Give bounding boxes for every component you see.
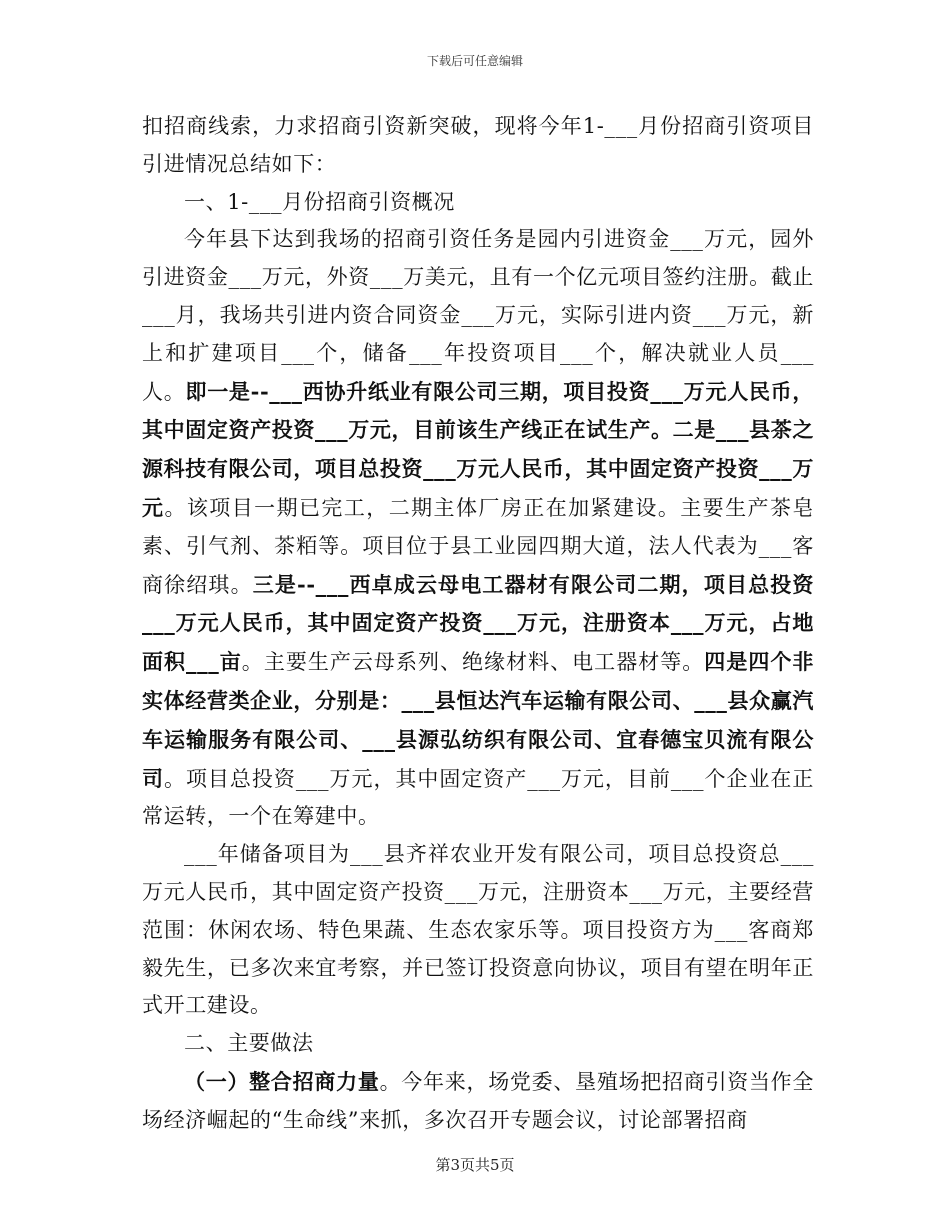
bold-segment-project-4: 四是四个非实体经营类企业，分别是：___县恒达汽车运输有限公司、___县众赢汽车运输服务有限公司、___县源弘纺织有限公司、宜春德宝贝流有限公司: [142, 649, 814, 791]
text-segment: 扣招商线索，力求招商引资新突破，现将今年1-___月份招商引资项目引进情况总结如下：: [142, 114, 814, 176]
section-heading-2: [142, 1025, 814, 1063]
heading-text: 二、主要做法: [184, 1031, 314, 1056]
page-number: 第3页共5页: [435, 1156, 515, 1174]
paragraph-intro: [142, 108, 814, 184]
bold-subheading: （一）整合招商力量: [184, 1068, 380, 1094]
paragraph-reserve-project: [142, 836, 814, 1025]
text-segment: 。该项目一期已完工，二期主体厂房正在加紧建设。主要生产茶皂素、引气剂、茶粨等。项目位于县工业园四期大道，法人代表为___客商徐绍琪。: [142, 495, 814, 597]
paragraph-practice-1: [142, 1063, 814, 1140]
text-segment: 。项目总投资___万元，其中固定资产___万元，目前___个企业在正常运转，一个在筹建中。: [142, 766, 814, 829]
text-segment: 。主要生产云母系列、绝缘材料、电工器材等。: [241, 650, 705, 675]
paragraph-overview: [142, 221, 814, 836]
section-heading-1: [142, 184, 814, 222]
page-header-note: 下载后可任意编辑: [426, 54, 523, 68]
text-segment: 今年县下达到我场的招商引资任务是园内引进资金___万元，园外引进资金___万元，外资___万美元，且有一个亿元项目签约注册。截止___月，我场共引进内资合同资金___万元，实际引进内资___万元，新上和扩建项目___个，储备___年投资项目___个，解决就业人员___人。: [142, 227, 814, 404]
bold-segment-project-1-2: 即一是--___西协升纸业有限公司三期，项目投资___万元人民币，其中固定资产投资___万元，目前该生产线正在试生产。二是___县茶之源科技有限公司，项目总投资___万元人民币，其中固定资产投资___万元: [142, 378, 815, 520]
bold-segment-project-3: 三是--___西卓成云母电工器材有限公司二期，项目总投资___万元人民币，其中固定资产投资___万元，注册资本___万元，占地面积___亩: [142, 571, 815, 675]
text-segment: ___年储备项目为___县齐祥农业开发有限公司，项目总投资总___万元人民币，其中固定资产投资___万元，注册资本___万元，主要经营范围：休闲农场、特色果蔬、生态农家乐等。项目投资方为___客商郑毅先生，已多次来宜考察，并已签订投资意向协议，项目有望在明年正式开工建设。: [142, 842, 814, 1018]
text-segment: 。今年来，场党委、垦殖场把招商引资当作全场经济崛起的“生命线”来抓，多次召开专题会议，讨论部署招商: [142, 1069, 814, 1132]
document-body: [142, 108, 814, 1140]
heading-text: 一、1-___月份招商引资概况: [184, 189, 455, 214]
